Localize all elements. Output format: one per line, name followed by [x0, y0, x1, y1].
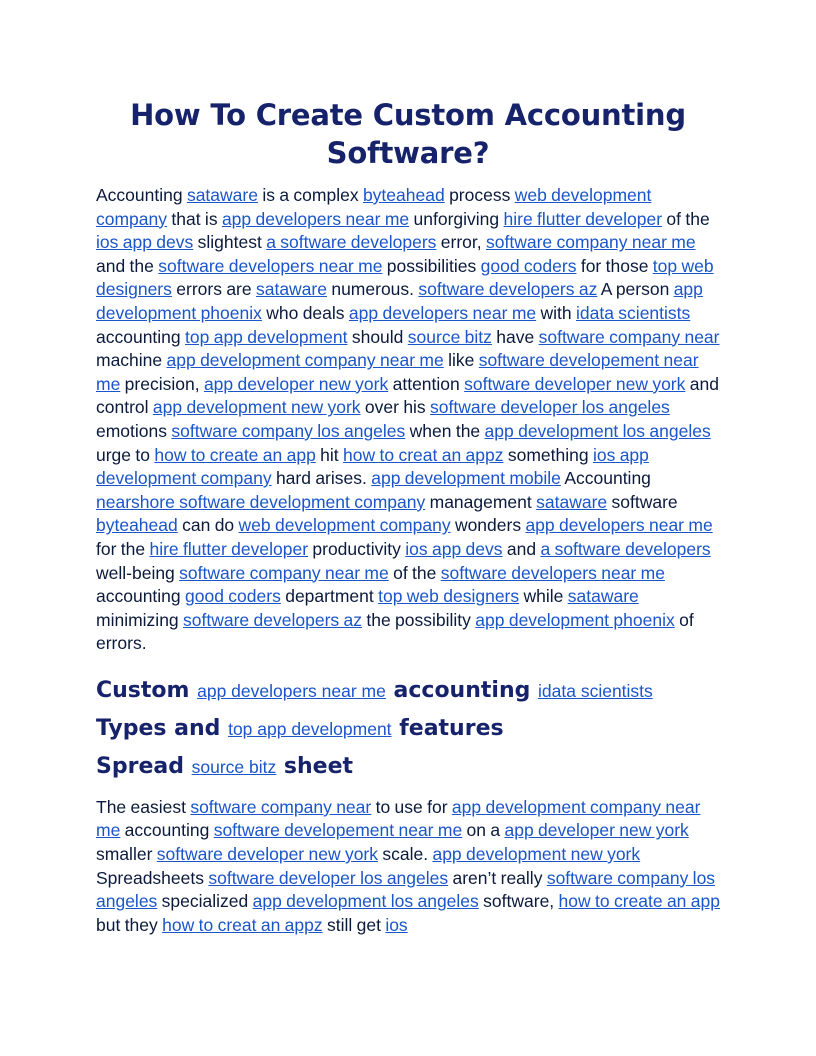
- heading-spreadsheet: [96, 752, 720, 782]
- text-run: machine: [96, 350, 167, 371]
- text-run: precision,: [120, 373, 204, 394]
- inline-link[interactable]: app development mobile: [371, 468, 561, 489]
- text-run: while: [519, 586, 568, 607]
- inline-link[interactable]: byteahead: [362, 185, 445, 205]
- inline-link[interactable]: ios: [385, 914, 408, 935]
- text-run: attention: [388, 373, 465, 394]
- text-run: Accounting: [96, 185, 187, 205]
- text-run: for those: [576, 255, 653, 276]
- text-run: aren’t really: [448, 867, 547, 888]
- text-run: accounting: [120, 820, 214, 841]
- inline-link[interactable]: software company near me: [179, 562, 389, 583]
- inline-link[interactable]: software developers near me: [440, 562, 665, 583]
- text-run: urge to: [96, 444, 155, 465]
- text-run: management: [425, 491, 537, 512]
- text-run: but they: [96, 914, 163, 935]
- text-run: and the: [96, 255, 159, 276]
- text-run: software,: [478, 891, 559, 912]
- inline-link[interactable]: sataware: [255, 279, 327, 300]
- inline-link[interactable]: how to create an app: [154, 444, 316, 465]
- inline-link[interactable]: idata scientists: [576, 302, 691, 323]
- inline-link[interactable]: top web designers: [96, 255, 714, 300]
- inline-link[interactable]: a software developers: [540, 538, 711, 559]
- text-run: the possibility: [362, 609, 476, 630]
- text-run: hit: [315, 444, 344, 465]
- inline-link[interactable]: ios app devs: [405, 538, 503, 559]
- intro-paragraph: [96, 184, 720, 656]
- inline-link[interactable]: software developer los angeles: [430, 397, 670, 418]
- inline-link[interactable]: software developement near me: [96, 350, 699, 394]
- text-run: features: [391, 715, 504, 741]
- inline-link[interactable]: software company near: [190, 796, 372, 817]
- inline-link[interactable]: software company los angeles: [96, 867, 716, 912]
- heading-custom-accounting: [96, 676, 720, 706]
- text-run: scale.: [378, 844, 433, 865]
- inline-link[interactable]: top web designers: [378, 586, 520, 607]
- text-run: accounting: [96, 326, 186, 347]
- text-run: department: [280, 586, 379, 607]
- text-run: errors are: [171, 279, 256, 300]
- text-run: over his: [360, 397, 431, 418]
- inline-link[interactable]: app development company near me: [96, 796, 701, 841]
- inline-link[interactable]: how to create an app: [558, 891, 720, 912]
- inline-link[interactable]: ios app devs: [96, 232, 194, 253]
- inline-link[interactable]: good coders: [185, 586, 281, 607]
- inline-link[interactable]: how to creat an appz: [162, 914, 323, 935]
- text-run: with: [536, 302, 576, 323]
- text-run: of errors.: [96, 609, 694, 654]
- text-run: who deals: [261, 302, 349, 323]
- inline-link[interactable]: app development los angeles: [484, 420, 711, 441]
- inline-link[interactable]: web development company: [238, 515, 451, 536]
- text-run: well-being: [96, 562, 180, 583]
- text-run: productivity: [308, 538, 406, 559]
- text-run: unforgiving: [409, 208, 504, 229]
- inline-link[interactable]: app development new york: [432, 844, 641, 865]
- text-run: minimizing: [96, 609, 184, 630]
- inline-link[interactable]: app developers near me: [197, 680, 386, 701]
- text-run: Accounting: [560, 468, 651, 489]
- inline-link[interactable]: hire flutter developer: [149, 538, 309, 559]
- text-run: smaller: [96, 844, 157, 865]
- text-run: something: [503, 444, 593, 465]
- inline-link[interactable]: source bitz: [407, 326, 492, 347]
- inline-link[interactable]: app development company near me: [166, 350, 444, 371]
- text-run: emotions: [96, 420, 172, 441]
- text-run: accounting: [96, 586, 186, 607]
- inline-link[interactable]: app development new york: [152, 397, 361, 418]
- inline-link[interactable]: nearshore software development company: [96, 491, 426, 512]
- text-run: still get: [322, 914, 386, 935]
- text-run: for the: [96, 538, 150, 559]
- text-run: Custom: [96, 677, 198, 703]
- inline-link[interactable]: top app development: [228, 718, 392, 739]
- text-run: A person: [597, 279, 674, 300]
- inline-link[interactable]: app development los angeles: [252, 891, 479, 912]
- inline-link[interactable]: app development phoenix: [96, 279, 703, 323]
- text-run: of the: [388, 562, 441, 583]
- text-run: accounting: [385, 677, 539, 703]
- inline-link[interactable]: idata scientists: [538, 680, 653, 701]
- inline-link[interactable]: software developers near me: [158, 255, 383, 276]
- inline-link[interactable]: app developers near me: [221, 208, 410, 229]
- text-run: that is: [167, 208, 222, 229]
- text-run: is a complex: [257, 185, 363, 205]
- inline-link[interactable]: sataware: [536, 491, 608, 512]
- inline-link[interactable]: software company los angeles: [171, 420, 406, 441]
- text-run: numerous.: [326, 279, 419, 300]
- text-run: on a: [462, 820, 505, 841]
- inline-link[interactable]: web development company: [96, 185, 652, 229]
- inline-link[interactable]: software company near me: [486, 232, 696, 253]
- text-run: Types and: [96, 715, 229, 741]
- text-run: hard arises.: [271, 468, 372, 489]
- inline-link[interactable]: app developer new york: [203, 373, 389, 394]
- document-page: [96, 96, 720, 937]
- inline-link[interactable]: software developer new york: [156, 844, 379, 865]
- inline-link[interactable]: software developers az: [183, 609, 362, 630]
- text-run: specialized: [157, 891, 253, 912]
- text-run: wonders: [450, 515, 526, 536]
- text-run: slightest: [193, 232, 267, 253]
- text-run: and: [502, 538, 541, 559]
- inline-link[interactable]: software company near: [538, 326, 720, 347]
- inline-link[interactable]: app developer new york: [504, 820, 689, 841]
- text-run: error,: [436, 232, 486, 253]
- text-run: software: [607, 491, 678, 512]
- text-run: have: [491, 326, 539, 347]
- page-title: How To Create Custom Accounting Software?: [130, 98, 686, 170]
- inline-link[interactable]: top app development: [185, 326, 348, 347]
- inline-link[interactable]: ios app development company: [96, 444, 649, 489]
- heading-types-features: [96, 714, 720, 744]
- inline-link[interactable]: app developers near me: [525, 515, 713, 536]
- text-run: should: [347, 326, 408, 347]
- inline-link[interactable]: software developement near me: [213, 820, 463, 841]
- text-run: Spread: [96, 753, 192, 779]
- inline-link[interactable]: byteahead: [96, 515, 178, 536]
- spreadsheet-paragraph: [96, 796, 720, 938]
- inline-link[interactable]: hire flutter developer: [503, 208, 663, 229]
- text-run: like: [443, 350, 479, 371]
- inline-link[interactable]: software developer new york: [464, 373, 686, 394]
- inline-link[interactable]: a software developers: [266, 232, 437, 253]
- text-run: process: [444, 185, 515, 205]
- inline-link[interactable]: app developers near me: [348, 302, 537, 323]
- text-run: The easiest: [96, 796, 191, 817]
- text-run: when the: [405, 420, 485, 441]
- inline-link[interactable]: software developers az: [418, 279, 598, 300]
- text-run: and control: [96, 373, 719, 418]
- inline-link[interactable]: how to creat an appz: [343, 444, 504, 465]
- inline-link[interactable]: source bitz: [191, 756, 277, 777]
- inline-link[interactable]: software developer los angeles: [208, 867, 449, 888]
- text-run: sheet: [276, 753, 354, 779]
- text-run: to use for: [371, 796, 452, 817]
- inline-link[interactable]: sataware: [186, 185, 258, 205]
- text-run: possibilities: [382, 255, 481, 276]
- text-run: Spreadsheets: [96, 867, 209, 888]
- inline-link[interactable]: good coders: [480, 255, 577, 276]
- inline-link[interactable]: sataware: [567, 586, 639, 607]
- text-run: can do: [177, 515, 239, 536]
- inline-link[interactable]: app development phoenix: [475, 609, 675, 630]
- text-run: of the: [662, 208, 710, 229]
